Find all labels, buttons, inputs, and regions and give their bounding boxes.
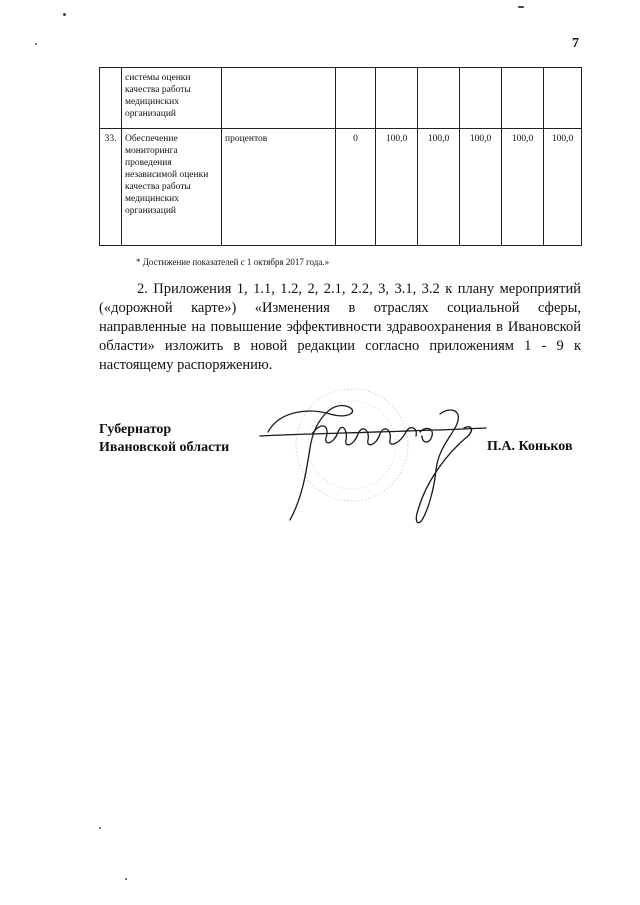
- value-cell: [376, 68, 418, 129]
- value-cell: [336, 68, 376, 129]
- scan-speck: [99, 827, 101, 829]
- unit-cell: [222, 68, 336, 129]
- seal-stamp: [296, 389, 408, 501]
- value-cell: 100,0: [502, 129, 544, 246]
- value-cell: [460, 68, 502, 129]
- signature-with-stamp: [250, 370, 490, 540]
- value-cell: 100,0: [544, 129, 582, 246]
- signer-region: Ивановской области: [99, 440, 230, 455]
- row-number: [100, 68, 122, 129]
- table-row: [100, 129, 582, 246]
- handwritten-signature: [260, 405, 486, 522]
- table-row: [100, 68, 582, 129]
- row-number: 33.: [100, 129, 122, 246]
- body-paragraph: 2. Приложения 1, 1.1, 1.2, 2, 2.1, 2.2, 3, 3.1, 3.2 к плану мероприятий («дорожной карте») «Изменения в отраслях социальной сферы, направленные на повышение эффективности здравоохранения в Ивановской области» изложить в новой редакции согласно приложениям 1 - 9 к настоящему распоряжению.: [99, 281, 581, 373]
- signer-position: Губернатор: [99, 422, 172, 437]
- unit-cell: процентов: [222, 129, 336, 246]
- indicator-cell: Обеспечение мониторинга проведения независимой оценки качества работы медицинских организаций: [122, 129, 222, 246]
- indicator-cell: системы оценки качества работы медицинских организаций: [122, 68, 222, 129]
- table-footnote: * Достижение показателей с 1 октября 2017 года.»: [136, 257, 330, 267]
- value-cell: 100,0: [460, 129, 502, 246]
- signer-name: П.А. Коньков: [487, 439, 573, 454]
- scan-speck: [518, 6, 524, 8]
- page-number: 7: [572, 36, 579, 51]
- scan-speck: [63, 13, 66, 16]
- value-cell: 100,0: [376, 129, 418, 246]
- value-cell: [418, 68, 460, 129]
- value-cell: 0: [336, 129, 376, 246]
- value-cell: 100,0: [418, 129, 460, 246]
- scan-speck: [125, 878, 127, 880]
- signer-title: [99, 421, 229, 457]
- indicators-table: [99, 67, 582, 246]
- value-cell: [502, 68, 544, 129]
- value-cell: [544, 68, 582, 129]
- scan-speck: [35, 43, 37, 45]
